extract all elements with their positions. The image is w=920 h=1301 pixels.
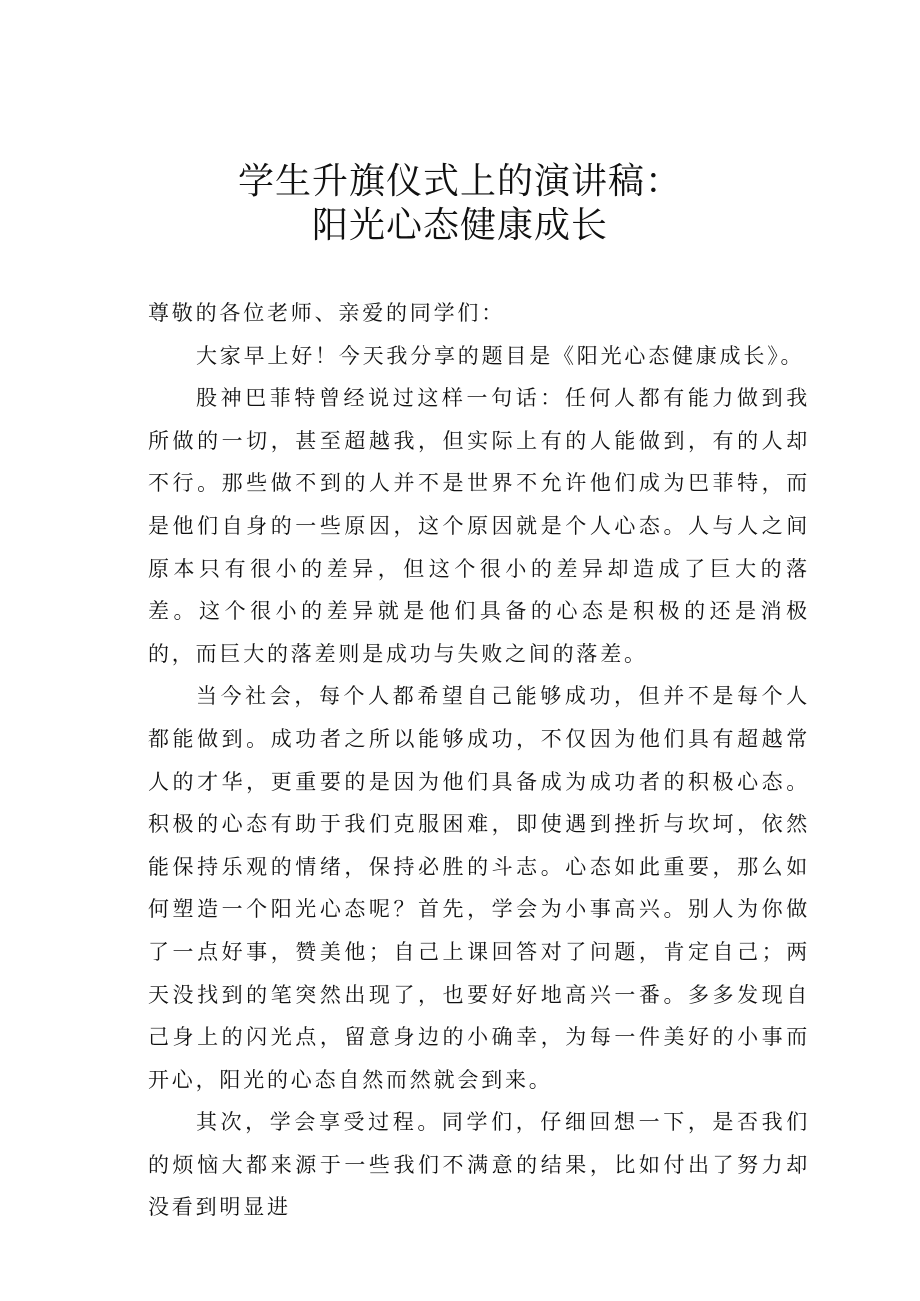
salutation: 尊敬的各位老师、亲爱的同学们：	[148, 301, 505, 325]
title-line-2: 阳光心态健康成长	[311, 205, 608, 246]
document-body	[148, 292, 810, 1229]
document-title	[0, 160, 920, 248]
title-line-1: 学生升旗仪式上的演讲稿：	[237, 161, 682, 202]
paragraph-buffett: 股神巴菲特曾经说过这样一句话：任何人都有能力做到我所做的一切，甚至超越我，但实际上有的人能做到，有的人却不行。那些做不到的人并不是世界不允许他们成为巴菲特，而是他们自身的一些原因，这个原因就是个人心态。人与人之间原本只有很小的差异，但这个很小的差异却造成了巨大的落差。这个很小的差异就是他们具备的心态是积极的还是消极的，而巨大的落差则是成功与失败之间的落差。	[148, 386, 810, 666]
paragraph-enjoy-process: 其次，学会享受过程。同学们，仔细回想一下，是否我们的烦恼大都来源于一些我们不满意的结果，比如付出了努力却没看到明显进	[148, 1110, 810, 1220]
paragraph-positive-mindset: 当今社会，每个人都希望自己能够成功，但并不是每个人都能做到。成功者之所以能够成功，不仅因为他们具有超越常人的才华，更重要的是因为他们具备成为成功者的积极心态。积极的心态有助于我们克服困难，即使遇到挫折与坎坷，依然能保持乐观的情绪，保持必胜的斗志。心态如此重要，那么如何塑造一个阳光心态呢？首先，学会为小事高兴。别人为你做了一点好事，赞美他；自己上课回答对了问题，肯定自己；两天没找到的笔突然出现了，也要好好地高兴一番。多多发现自己身上的闪光点，留意身边的小确幸，为每一件美好的小事而开心，阳光的心态自然而然就会到来。	[148, 684, 810, 1092]
paragraph-greeting: 大家早上好！今天我分享的题目是《阳光心态健康成长》。	[196, 343, 805, 368]
